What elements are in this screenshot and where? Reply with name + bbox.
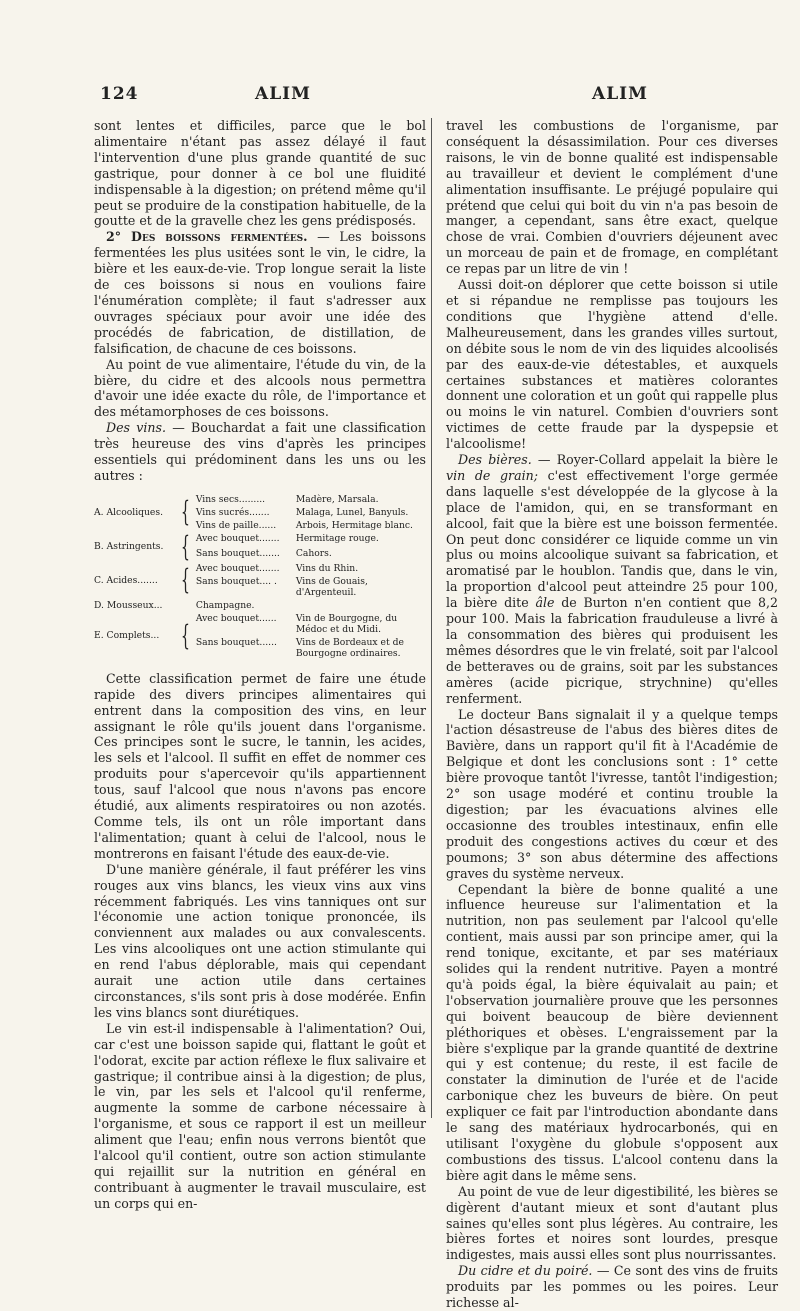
category-label: C. Acides....... — [94, 574, 158, 586]
right-column — [446, 118, 778, 1311]
section-heading: Des vins. — [106, 420, 166, 436]
category-label: E. Complets... — [94, 630, 160, 642]
wine-classification-table — [94, 494, 426, 661]
brace-glyph: { — [180, 529, 190, 563]
table-row: Sans bouquet...... Vins de Bordeaux et de Bourgogne ordinaires. — [195, 636, 404, 659]
paragraph: travel les combustions de l'organisme, par conséquent la désassimilation. Pour ces diverses raisons, le vin de bonne qualité est indispensable au travailleur et devient le complément d'une alimentation insuffisante. Le préjugé populaire qui prétend que celui qui boit du vin n'a pas besoin de manger, a cependant, sans être exact, quelque chose de vrai. Combien d'ouvriers déjeunent avec un morceau de pain et de fromage, en complétant ce repas par un litre de vin ! — [446, 118, 778, 277]
section-heading: 2° Des boissons fermentées. — [106, 229, 308, 245]
running-title-left: ALIM — [255, 84, 311, 104]
column-divider — [431, 118, 432, 1118]
category-label: A. Alcooliques. — [94, 506, 164, 518]
table-row: Vins de paille...... Arbois, Hermitage blanc. — [195, 519, 413, 531]
paragraph: Au point de vue de leur digestibilité, les bières se digèrent d'autant mieux et sont d'autant plus saines qu'elles sont plus légères. Au contraire, les bières fortes et noires sont lourdes, presque indigestes, mais aussi elles sont plus nourrissantes. — [446, 1183, 778, 1263]
page-number: 124 — [100, 84, 139, 104]
brace-glyph: { — [180, 563, 190, 597]
paragraph: D'une manière générale, il faut préférer les vins rouges aux vins blancs, les vieux vins aux vins récemment fabriqués. Les vins tanniques ont sur l'économie une action tonique prononcée, ils conviennent aux malades ou aux convalescents. Les vins alcooliques ont une action stimulante qui en rend l'abus déplorable, mais qui cependant aurait une action utile dans certaines circonstances, s'ils sont pris à dose modérée. Enfin les vins blancs sont diurétiques. — [94, 861, 426, 1020]
paragraph: sont lentes et difficiles, parce que le bol alimentaire n'étant pas assez délayé il faut l'intervention d'une plus grande quantité de suc gastrique, pour donner à ce bol une fluidité indispensable à la digestion; on prétend même qu'il peut se produire de la constipation habituelle, de la goutte et de la gravelle chez les gens prédisposés. — [94, 118, 426, 229]
brace-glyph: { — [180, 618, 190, 652]
table-row: Sans bouquet....... Cahors. — [195, 547, 332, 559]
paragraph: Cependant la bière de bonne qualité a une influence heureuse sur l'alimentation et la nutrition, non pas seulement par l'alcool qu'elle contient, mais aussi par son principe amer, qui la rend tonique, excitante, et par ses matériaux solides qui la rendent nutritive. Payen a montré qu'à poids égal, la bière équivalait au pain; et l'observation journalière prouve que les personnes qui boivent beaucoup de bière deviennent pléthoriques et obèses. L'engraissement par la bière s'explique par la grande quantité de dextrine qui y est contenue; du reste, il est facile de constater la diminution de l'urée et de l'acide carbonique chez les buveurs de bière. On peut expliquer ce fait par l'introduction abondante dans le sang des matériaux hydrocarbonés, qui en utilisant l'oxygène du globule s'opposent aux combustions des tissus. L'alcool contenu dans la bière agit dans le même sens. — [446, 881, 778, 1183]
paragraph: Aussi doit-on déplorer que cette boisson si utile et si répandue ne remplisse pas toujours les conditions que l'hygiène attend d'elle. Malheureusement, dans les grandes villes surtout, on débite sous le nom de vin des liquides alcoolisés par des eaux-de-vie détestables, et auxquels certaines substances et matières colorantes donnent une coloration et un goût qui rappelle plus ou moins le vin naturel. Combien d'ouvriers sont victimes de cette fraude par la dyspepsie et l'alcoolisme! — [446, 277, 778, 452]
table-row: Sans bouquet.... . Vins de Gouais, d'Argenteuil. — [195, 575, 368, 598]
left-column — [94, 118, 426, 1212]
table-row: B. Astringents. { Avec bouquet....... Hermitage rouge. — [94, 529, 379, 563]
table-row: A. Alcooliques. { Vins secs......... Madère, Marsala. — [94, 494, 426, 507]
paragraph: Des bières. — Royer-Collard appelait la bière le vin de grain; c'est effectivement l'orge germée dans laquelle s'est développée de la glycose à la place de l'amidon, qui, en se transformant en alcool, fait que la bière est une boisson fermentée. On peut donc considérer ce liquide comme un vin plus ou moins alcoolique suivant sa fabrication, et aromatisé par le houblon. Tandis que, dans le vin, la proportion d'alcool peut atteindre 25 pour 100, la bière dite âle de Burton n'en contient que 8,2 pour 100. Mais la fabrication frauduleuse a livré à la consommation des bières qui produisent les mêmes désordres que le vin frelaté, soit par l'alcool de betteraves ou de grains, soit par les substances amères (acide picrique, strychnine) qu'elles renferment. — [446, 452, 779, 706]
running-title-right: ALIM — [592, 84, 648, 104]
category-label: D. Mousseux... — [94, 599, 163, 611]
paragraph: Le vin est-il indispensable à l'alimentation? Oui, car c'est une boisson sapide qui, flattant le goût et l'odorat, excite par action réflexe le flux salivaire et gastrique; il contribue ainsi à la digestion; de plus, le vin, par les sels et l'alcool qu'il renferme, augmente la somme de carbone nécessaire à l'organisme, et sous ce rapport il est un meilleur aliment que l'eau; enfin nous verrons bientôt que l'alcool qu'il contient, outre son action stimulante qui rejaillit sur la nutrition en général en contribuant à augmenter le travail musculaire, est un corps qui en- — [94, 1020, 426, 1211]
paragraph: Au point de vue alimentaire, l'étude du vin, de la bière, du cidre et des alcools nous permettra d'avoir une idée exacte du rôle, de l'importance et des métamorphoses de ces boissons. — [94, 356, 426, 420]
table-row: E. Complets... { Avec bouquet...... Vin de Bourgogne, du Médoc et du Midi. — [94, 613, 426, 637]
section-heading: Des bières. — [458, 452, 532, 468]
page-header — [0, 84, 800, 108]
category-label: B. Astringents. — [94, 541, 164, 553]
paragraph: Du cidre et du poiré. — Ce sont des vins de fruits produits par les pommes ou les poires. Leur richesse al- — [446, 1263, 778, 1311]
brace-glyph: { — [180, 495, 190, 529]
table-row: D. Mousseux... Champagne. — [94, 599, 255, 611]
paragraph: Des vins. — Bouchardat a fait une classification très heureuse des vins d'après les principes essentiels qui prédominent dans les uns ou les autres : — [94, 420, 426, 483]
table-row: Vins sucrés....... Malaga, Lunel, Banyuls. — [195, 506, 409, 518]
paragraph: Le docteur Bans signalait il y a quelque temps l'action désastreuse de l'abus des bières dites de Bavière, dans un rapport qu'il fit à l'Académie de Belgique et dont les conclusions sont : 1° cette bière provoque tantôt l'ivresse, tantôt l'indigestion; 2° son usage modéré et continu trouble la digestion; par les évacuations alvines elle occasionne des troubles intestinaux, enfin elle produit des congestions actives du cœur et des poumons; 3° son abus détermine des affections graves du système nerveux. — [446, 706, 778, 881]
section-heading: Du cidre et du poiré. — [458, 1263, 593, 1279]
paragraph: 2° Des boissons fermentées. — Les boissons fermentées les plus usitées sont le vin, le cidre, la bière et les eaux-de-vie. Trop longue serait la liste de ces boissons si nous en voulions faire l'énumération complète; il faut s'adresser aux ouvrages spéciaux pour avoir une idée des procédés de fabrication, de distillation, de falsification, de chacune de ces boissons. — [94, 229, 426, 356]
table-row: C. Acides....... { Avec bouquet....... Vins du Rhin. — [94, 563, 426, 576]
paragraph: Cette classification permet de faire une étude rapide des divers principes alimentaires qui entrent dans la composition des vins, en leur assignant le rôle qu'ils jouent dans l'organisme. Ces principes sont le sucre, le tannin, les acides, les sels et l'alcool. Il suffit en effet de nommer ces produits pour s'apercevoir qu'ils appartiennent tous, sauf l'alcool que nous n'avons pas encore étudié, aux aliments respiratoires ou non azotés. Comme tels, ils ont un rôle important dans l'alimentation; quant à celui de l'alcool, nous le montrerons en faisant l'étude des eaux-de-vie. — [94, 670, 426, 861]
